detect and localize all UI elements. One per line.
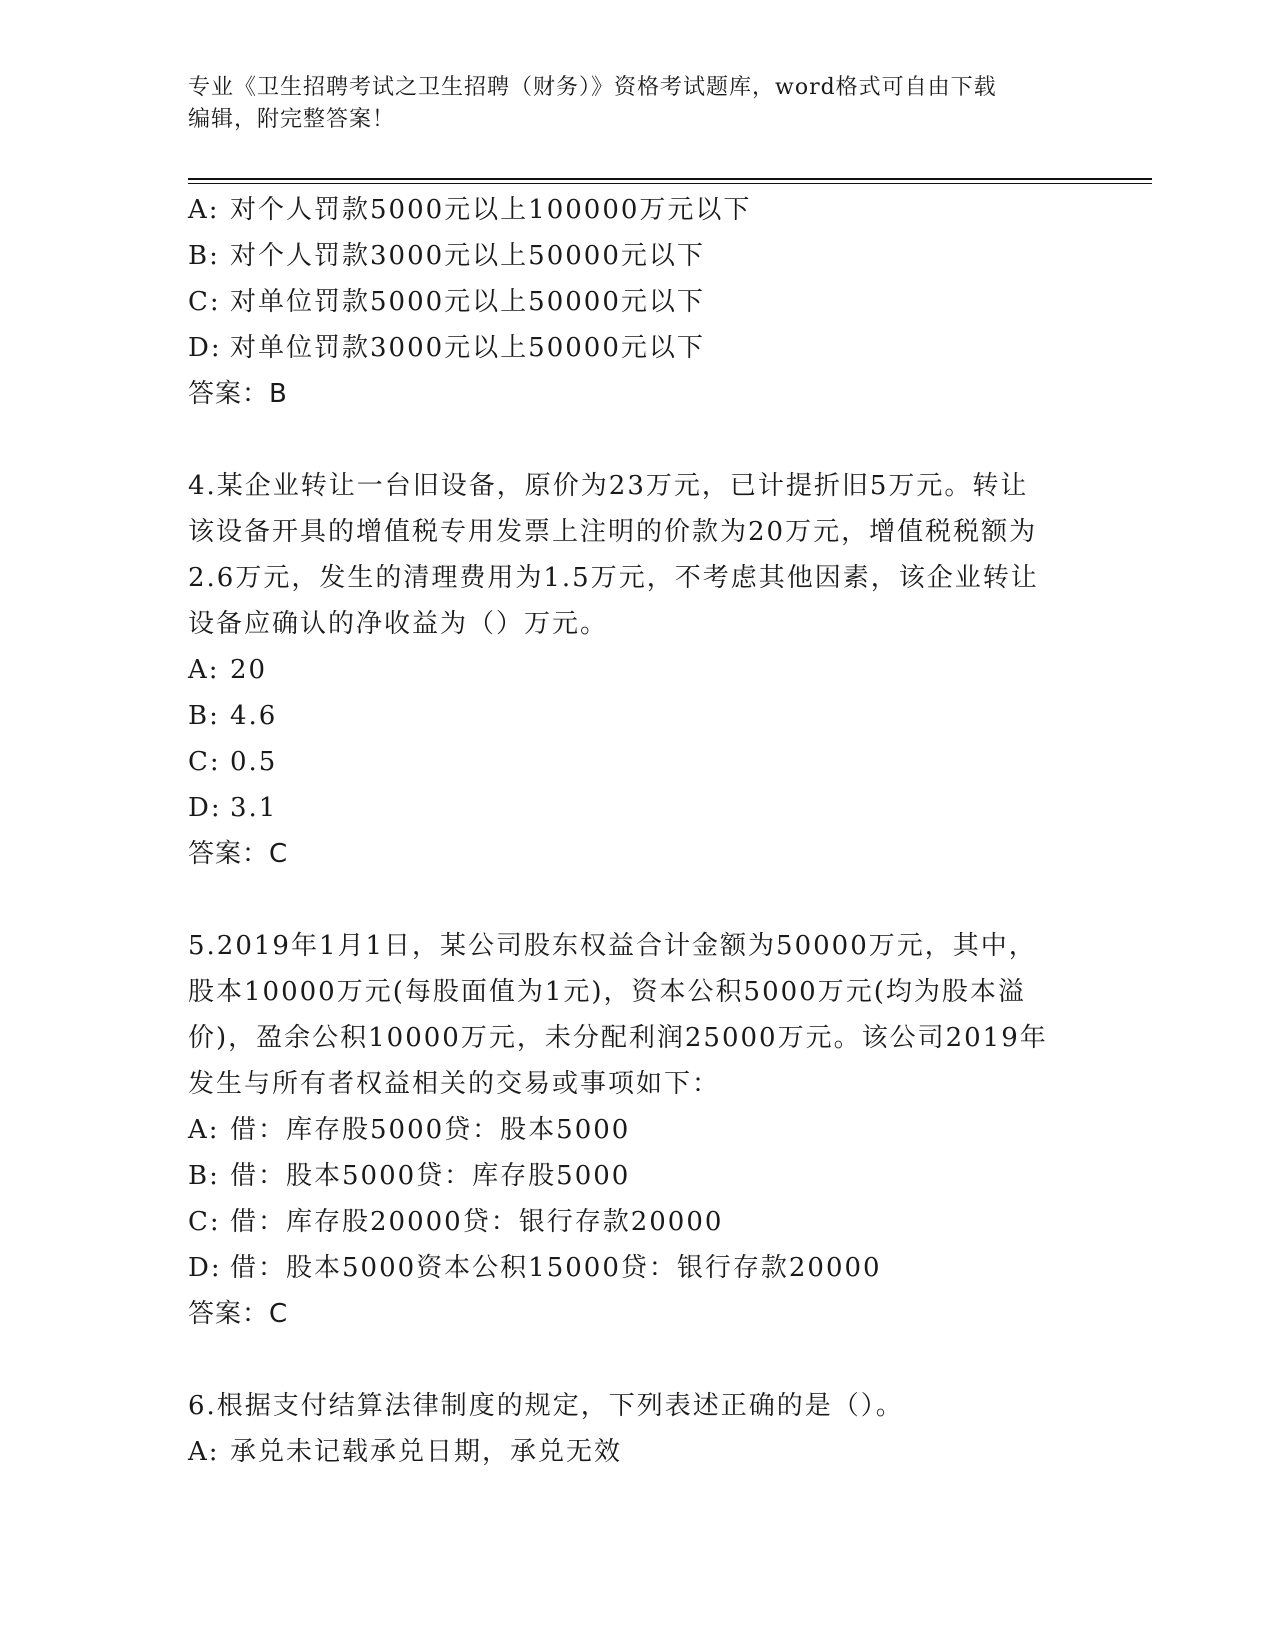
option-b — [188, 693, 1088, 739]
option-text: 对个人罚款3000元以上50000元以下 — [230, 241, 705, 271]
spacer — [188, 1337, 1088, 1383]
question-stem-line: 4.某企业转让一台旧设备，原价为23万元，已计提折旧5万元。转让 — [188, 471, 1029, 501]
option-label: C: — [188, 287, 221, 317]
option-label: A: — [188, 195, 220, 225]
option-b — [188, 233, 1088, 279]
option-a — [188, 1429, 1088, 1475]
header-line-2: 编辑，附完整答案！ — [188, 107, 396, 132]
header-divider-thick — [188, 178, 1152, 180]
option-text: 4.6 — [230, 701, 278, 731]
option-b — [188, 1153, 1088, 1199]
question-stem-line: 6.根据支付结算法律制度的规定，下列表述正确的是（）。 — [188, 1391, 904, 1421]
option-c — [188, 1199, 1088, 1245]
option-d — [188, 1245, 1088, 1291]
option-text: 0.5 — [230, 747, 278, 777]
option-text: 借：库存股5000贷：股本5000 — [230, 1115, 631, 1145]
option-label: A: — [188, 1115, 220, 1145]
option-a — [188, 647, 1088, 693]
option-label: B: — [188, 701, 220, 731]
option-label: D: — [188, 333, 222, 363]
option-label: A: — [188, 655, 220, 685]
spacer — [188, 877, 1088, 923]
answer-line: 答案：C — [188, 1299, 289, 1329]
header-divider-thin — [188, 183, 1152, 184]
question-stem-line: 5.2019年1月1日，某公司股东权益合计金额为50000万元，其中， — [188, 931, 1037, 961]
header-line-1: 专业《卫生招聘考试之卫生招聘（财务）》资格考试题库，word格式可自由下载 — [188, 75, 997, 100]
question-5 — [188, 923, 1088, 1337]
question-3 — [188, 187, 1088, 417]
option-text: 对个人罚款5000元以上100000万元以下 — [230, 195, 752, 225]
question-stem-line: 2.6万元，发生的清理费用为1.5万元，不考虑其他因素，该企业转让 — [188, 563, 1039, 593]
option-label: D: — [188, 793, 222, 823]
option-text: 20 — [230, 655, 268, 685]
question-stem-line: 股本10000万元(每股面值为1元)，资本公积5000万元(均为股本溢 — [188, 977, 1026, 1007]
option-text: 3.1 — [230, 793, 278, 823]
option-c — [188, 279, 1088, 325]
question-stem-line: 发生与所有者权益相关的交易或事项如下： — [188, 1069, 721, 1099]
question-stem-line: 该设备开具的增值税专用发票上注明的价款为20万元，增值税税额为 — [188, 517, 1038, 547]
question-stem-line: 设备应确认的净收益为（）万元。 — [188, 609, 609, 639]
option-a — [188, 187, 1088, 233]
question-stem-line: 价)，盈余公积10000万元，未分配利润25000万元。该公司2019年 — [188, 1023, 1048, 1053]
option-text: 借：库存股20000贷：银行存款20000 — [230, 1207, 724, 1237]
document-header — [188, 72, 1088, 136]
option-text: 对单位罚款5000元以上50000元以下 — [230, 287, 705, 317]
option-text: 借：股本5000资本公积15000贷：银行存款20000 — [230, 1253, 882, 1283]
option-label: C: — [188, 747, 221, 777]
question-6 — [188, 1383, 1088, 1475]
option-text: 对单位罚款3000元以上50000元以下 — [230, 333, 705, 363]
option-d — [188, 785, 1088, 831]
option-label: C: — [188, 1207, 221, 1237]
spacer — [188, 417, 1088, 463]
option-d — [188, 325, 1088, 371]
option-label: A: — [188, 1437, 220, 1467]
option-label: B: — [188, 1161, 220, 1191]
option-label: B: — [188, 241, 220, 271]
question-4 — [188, 463, 1088, 877]
option-label: D: — [188, 1253, 222, 1283]
question-content — [188, 187, 1088, 1475]
answer-line: 答案：B — [188, 379, 288, 409]
option-c — [188, 739, 1088, 785]
option-text: 借：股本5000贷：库存股5000 — [230, 1161, 631, 1191]
option-a — [188, 1107, 1088, 1153]
answer-line: 答案：C — [188, 839, 289, 869]
option-text: 承兑未记载承兑日期，承兑无效 — [230, 1437, 623, 1467]
